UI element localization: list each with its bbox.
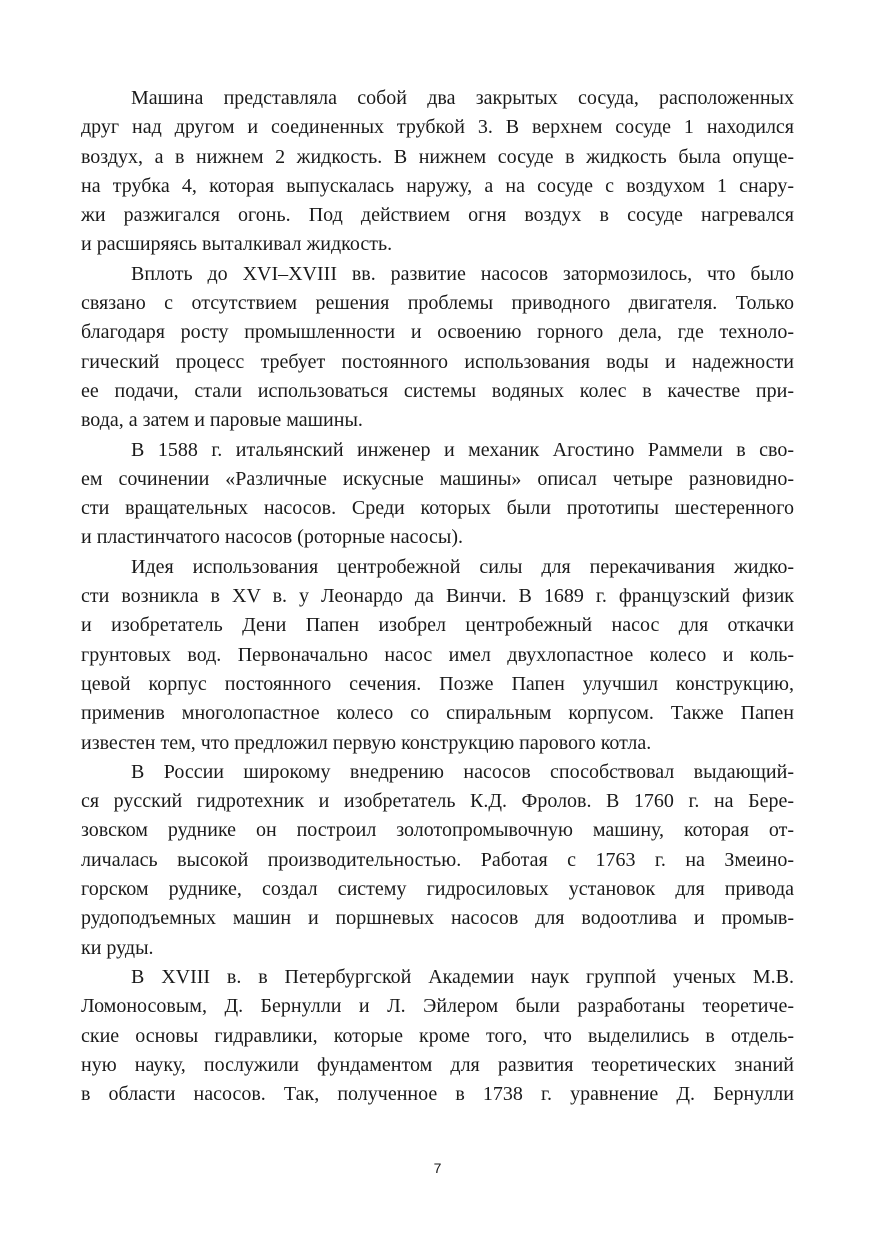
paragraph-3 [81,436,794,553]
paragraph-2 [81,260,794,436]
text-line: ем сочинении «Различные искусные машины» описал четыре разновидно- [81,467,794,490]
page-number: 7 [433,1160,442,1176]
text-line: и расширяясь выталкивал жидкость. [81,233,393,256]
text-line: рудоподъемных машин и поршневых насосов для водоотлива и промыв- [81,907,794,930]
text-line: цевой корпус постоянного сечения. Позже Папен улучшил конструкцию, [81,672,794,695]
text-line: воздух, а в нижнем 2 жидкость. В нижнем сосуде в жидкость была опуще- [81,145,794,168]
text-line: В 1588 г. итальянский инженер и механик Агостино Раммели в сво- [131,438,794,461]
text-line: и пластинчатого насосов (роторные насосы). [81,526,463,549]
text-line: грунтовых вод. Первоначально насос имел двухлопастное колесо и коль- [81,643,794,666]
text-line: личалась высокой производительностью. Работая с 1763 г. на Змеино- [81,848,794,871]
text-line: Идея использования центробежной силы для перекачивания жидко- [131,555,794,578]
text-line: ские основы гидравлики, которые кроме того, что выделились в отдель- [81,1024,794,1047]
text-line: горском руднике, создал систему гидросиловых установок для привода [81,878,794,901]
text-line: благодаря росту промышленности и освоению горного дела, где техноло- [81,321,794,344]
text-line: ся русский гидротехник и изобретатель К.Д. Фролов. В 1760 г. на Бере- [81,790,794,813]
text-line: гический процесс требует постоянного использования воды и надежности [81,350,794,373]
text-line: Ломоносовым, Д. Бернулли и Л. Эйлером были разработаны теоретиче- [81,995,794,1018]
paragraph-4 [81,553,794,758]
paragraph-5 [81,758,794,963]
page-body [81,84,794,1109]
text-line: жи разжигался огонь. Под действием огня воздух в сосуде нагревался [81,204,794,227]
text-line: вода, а затем и паровые машины. [81,409,363,432]
text-line: В XVIII в. в Петербургской Академии наук группой ученых М.В. [131,965,794,988]
text-line: связано с отсутствием решения проблемы приводного двигателя. Только [81,292,794,315]
text-line: применив многолопастное колесо со спиральным корпусом. Также Папен [81,702,794,725]
paragraph-6 [81,963,794,1109]
text-line: в области насосов. Так, полученное в 1738 г. уравнение Д. Бернулли [81,1083,794,1106]
text-line: сти вращательных насосов. Среди которых были прототипы шестеренного [81,497,794,520]
text-line: Машина представляла собой два закрытых сосуда, расположенных [131,87,794,109]
text-line: известен тем, что предложил первую конструкцию парового котла. [81,731,652,754]
text-line: и изобретатель Дени Папен изобрел центробежный насос для откачки [81,614,794,637]
text-line: ную науку, послужили фундаментом для развития теоретических знаний [81,1053,794,1076]
text-line: друг над другом и соединенных трубкой 3. В верхнем сосуде 1 находился [81,116,794,139]
text-line: ее подачи, стали использоваться системы водяных колес в качестве при- [81,379,794,402]
text-line: зовском руднике он построил золотопромывочную машину, которая от- [81,819,794,842]
text-line: сти возникла в XV в. у Леонардо да Винчи. В 1689 г. французский физик [81,585,794,608]
text-line: В России широкому внедрению насосов способствовал выдающий- [131,760,794,783]
paragraph-1 [81,84,794,260]
text-line: Вплоть до XVI–XVIII вв. развитие насосов затормозилось, что было [131,262,794,285]
text-line: ки руды. [81,936,154,959]
text-line: на трубка 4, которая выпускалась наружу, а на сосуде с воздухом 1 снару- [81,174,794,197]
